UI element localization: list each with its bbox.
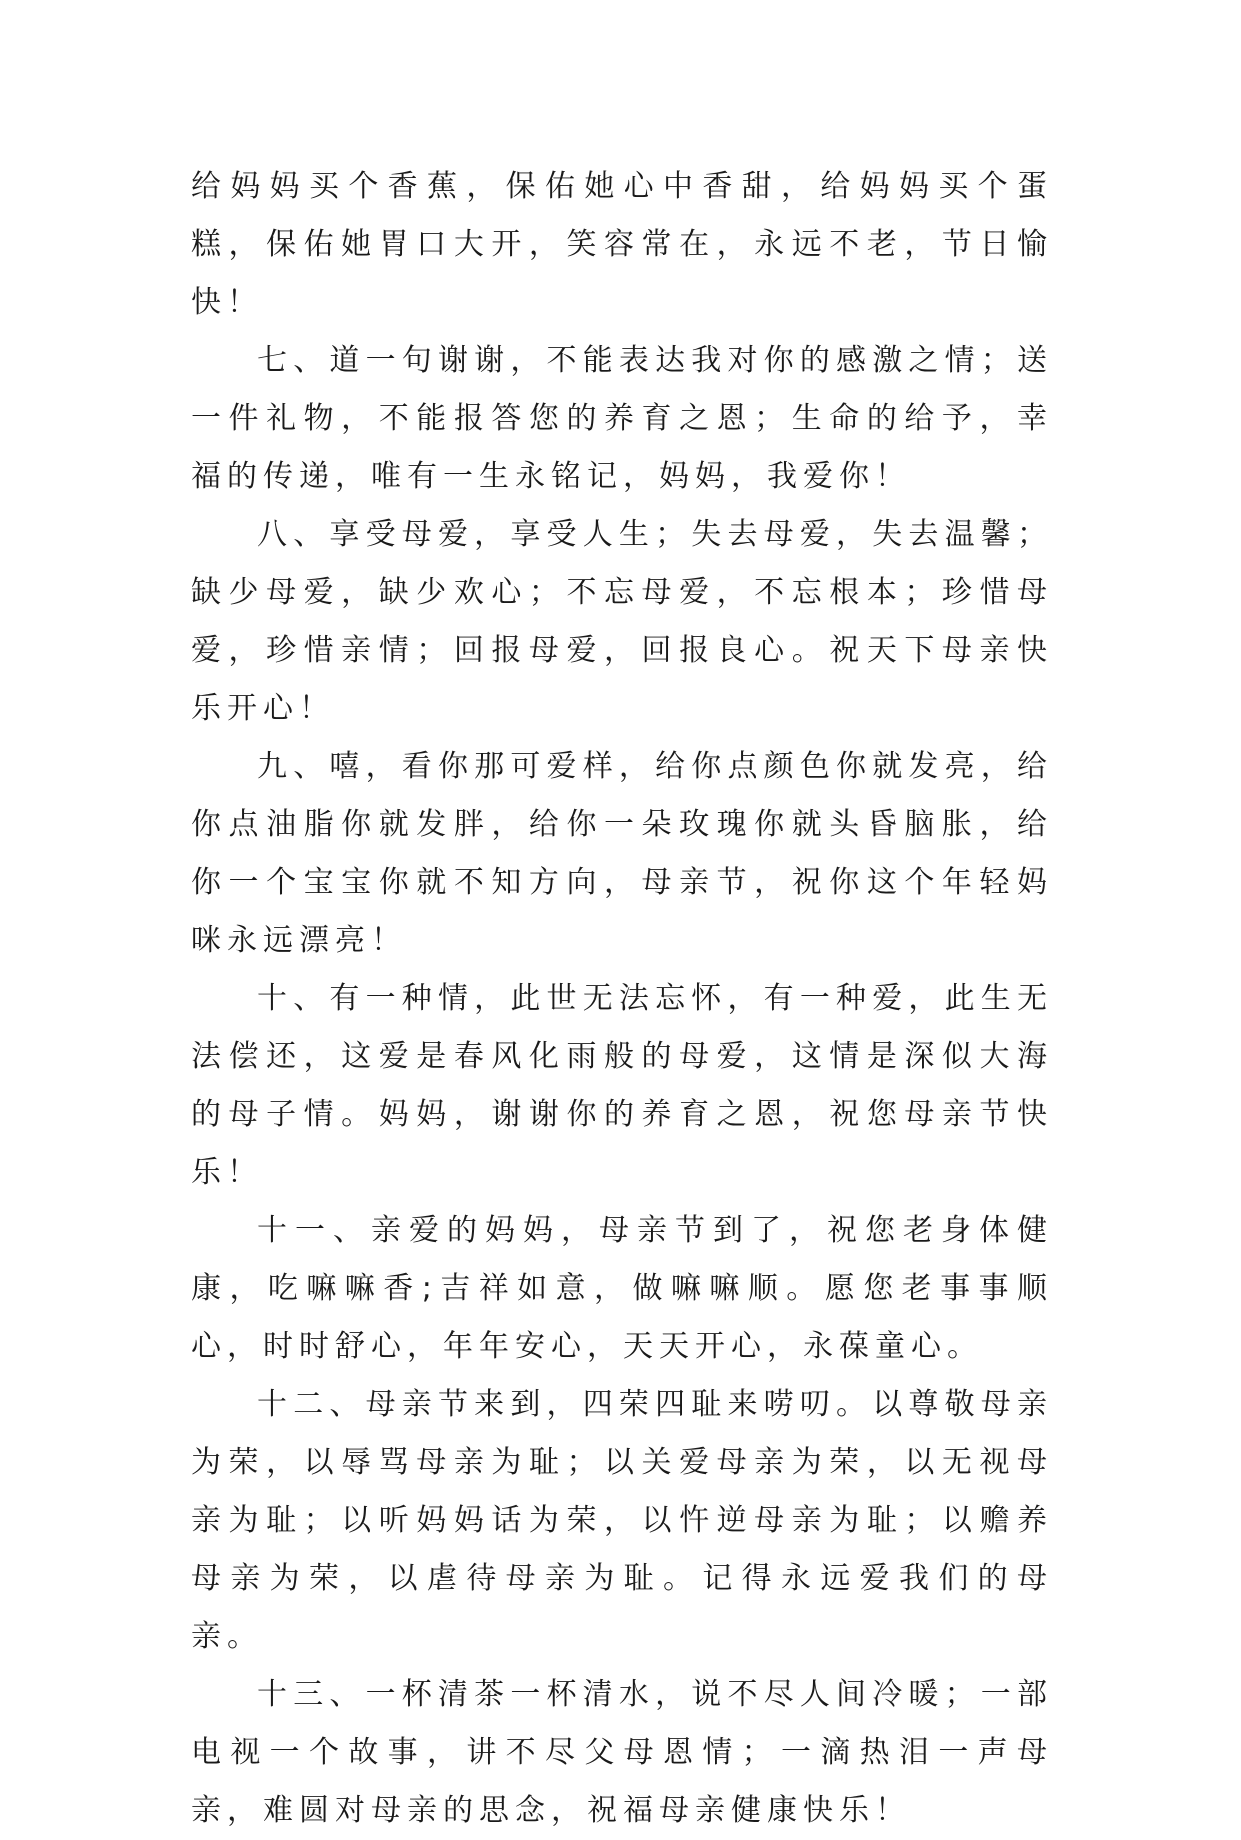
paragraph-item-9: 九、嘻，看你那可爱样，给你点颜色你就发亮，给你点油脂你就发胖，给你一朵玫瑰你就头昏脑胀，给你一个宝宝你就不知方向，母亲节，祝你这个年轻妈咪永远漂亮！: [191, 749, 1053, 958]
paragraph-item-12: 十二、母亲节来到，四荣四耻来唠叨。以尊敬母亲为荣，以辱骂母亲为耻；以关爱母亲为荣，以无视母亲为耻；以听妈妈话为荣，以忤逆母亲为耻；以赡养母亲为荣，以虐待母亲为耻。记得永远爱我们的母亲。: [191, 1387, 1053, 1654]
paragraph-item-8: 八、享受母爱，享受人生；失去母爱，失去温馨；缺少母爱，缺少欢心；不忘母爱，不忘根本；珍惜母爱，珍惜亲情；回报母爱，回报良心。祝天下母亲快乐开心！: [191, 517, 1053, 726]
paragraph-item-7: 七、道一句谢谢，不能表达我对你的感激之情；送一件礼物，不能报答您的养育之恩；生命的给予，幸福的传递，唯有一生永铭记，妈妈，我爱你！: [191, 343, 1053, 494]
paragraph-item-10: 十、有一种情，此世无法忘怀，有一种爱，此生无法偿还，这爱是春风化雨般的母爱，这情是深似大海的母子情。妈妈，谢谢你的养育之恩，祝您母亲节快乐！: [191, 981, 1053, 1190]
paragraph-item-13: 十三、一杯清茶一杯清水，说不尽人间冷暖；一部电视一个故事，讲不尽父母恩情；一滴热泪一声母亲，难圆对母亲的思念，祝福母亲健康快乐！: [191, 1677, 1053, 1828]
paragraph-continuation: 给妈妈买个香蕉，保佑她心中香甜，给妈妈买个蛋糕，保佑她胃口大开，笑容常在，永远不老，节日愉快！: [191, 169, 1053, 320]
document-body: [191, 158, 1053, 1840]
paragraph-item-11: 十一、亲爱的妈妈，母亲节到了，祝您老身体健康，吃嘛嘛香;吉祥如意，做嘛嘛顺。愿您老事事顺心，时时舒心，年年安心，天天开心，永葆童心。: [191, 1213, 1053, 1364]
